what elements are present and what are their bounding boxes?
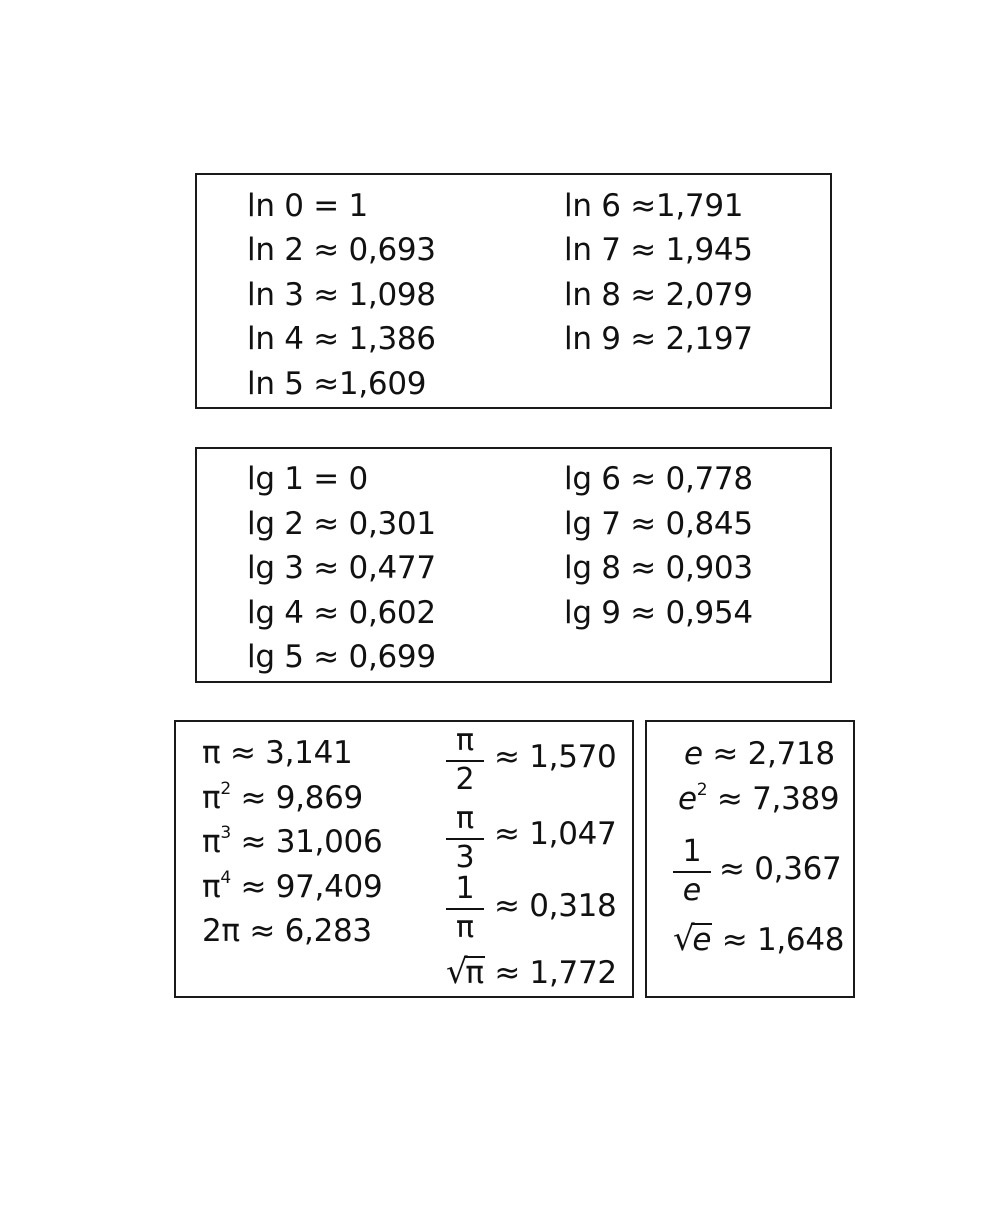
ln-row-9: ln 9 ≈ 2,197 xyxy=(564,321,753,357)
lg-table xyxy=(195,447,832,683)
ln-row-2: ln 2 ≈ 0,693 xyxy=(247,232,436,268)
lg-row-9: lg 9 ≈ 0,954 xyxy=(564,595,753,631)
sqrt-e: √e ≈ 1,648 xyxy=(673,917,844,962)
ln-row-3: ln 3 ≈ 1,098 xyxy=(247,277,436,313)
pi-power-2: $\pi^2 \approx 9,869$ xyxy=(202,779,363,816)
lg-row-5: lg 5 ≈ 0,699 xyxy=(247,639,436,675)
ln-row-8: ln 8 ≈ 2,079 xyxy=(564,277,753,313)
lg-row-4: lg 4 ≈ 0,602 xyxy=(247,595,436,631)
two-pi: 2π ≈ 6,283 xyxy=(202,913,372,949)
ln-row-4: ln 4 ≈ 1,386 xyxy=(247,321,436,357)
pi-power-3: $\pi^3 \approx 31,006$ xyxy=(202,823,383,860)
sqrt-symbol: √e xyxy=(673,919,712,959)
e-value: e ≈ 2,718 xyxy=(684,736,835,772)
lg-row-2: lg 2 ≈ 0,301 xyxy=(247,506,436,542)
e-squared: $e^2 \approx 7,389$ xyxy=(678,780,840,817)
sqrt-pi: √π ≈ 1,772 xyxy=(446,950,617,995)
one-over-e-fraction: 1 e xyxy=(673,835,711,908)
ln-row-5: ln 5 ≈1,609 xyxy=(247,366,427,402)
pi-over-2-value: ≈ 1,570 xyxy=(494,739,617,775)
lg-row-8: lg 8 ≈ 0,903 xyxy=(564,550,753,586)
ln-table xyxy=(195,173,832,409)
lg-row-7: lg 7 ≈ 0,845 xyxy=(564,506,753,542)
one-over-e-value: ≈ 0,367 xyxy=(719,851,842,887)
one-over-pi-fraction: 1 π xyxy=(446,872,484,945)
pi-power-1: π ≈ 3,141 xyxy=(202,735,353,771)
lg-row-6: lg 6 ≈ 0,778 xyxy=(564,461,753,497)
pi-over-3-fraction: π 3 xyxy=(446,802,484,875)
lg-row-1: lg 1 = 0 xyxy=(247,461,368,497)
pi-over-2-fraction: π 2 xyxy=(446,724,484,797)
ln-row-7: ln 7 ≈ 1,945 xyxy=(564,232,753,268)
pi-power-4: $\pi^4 \approx 97,409$ xyxy=(202,868,383,905)
lg-row-3: lg 3 ≈ 0,477 xyxy=(247,550,436,586)
pi-over-3-value: ≈ 1,047 xyxy=(494,816,617,852)
ln-row-6: ln 6 ≈1,791 xyxy=(564,188,744,224)
pi-table xyxy=(174,720,634,998)
e-table xyxy=(645,720,855,998)
one-over-pi-value: ≈ 0,318 xyxy=(494,888,617,924)
sqrt-symbol: √π xyxy=(446,952,484,992)
ln-row-0: ln 0 = 1 xyxy=(247,188,368,224)
